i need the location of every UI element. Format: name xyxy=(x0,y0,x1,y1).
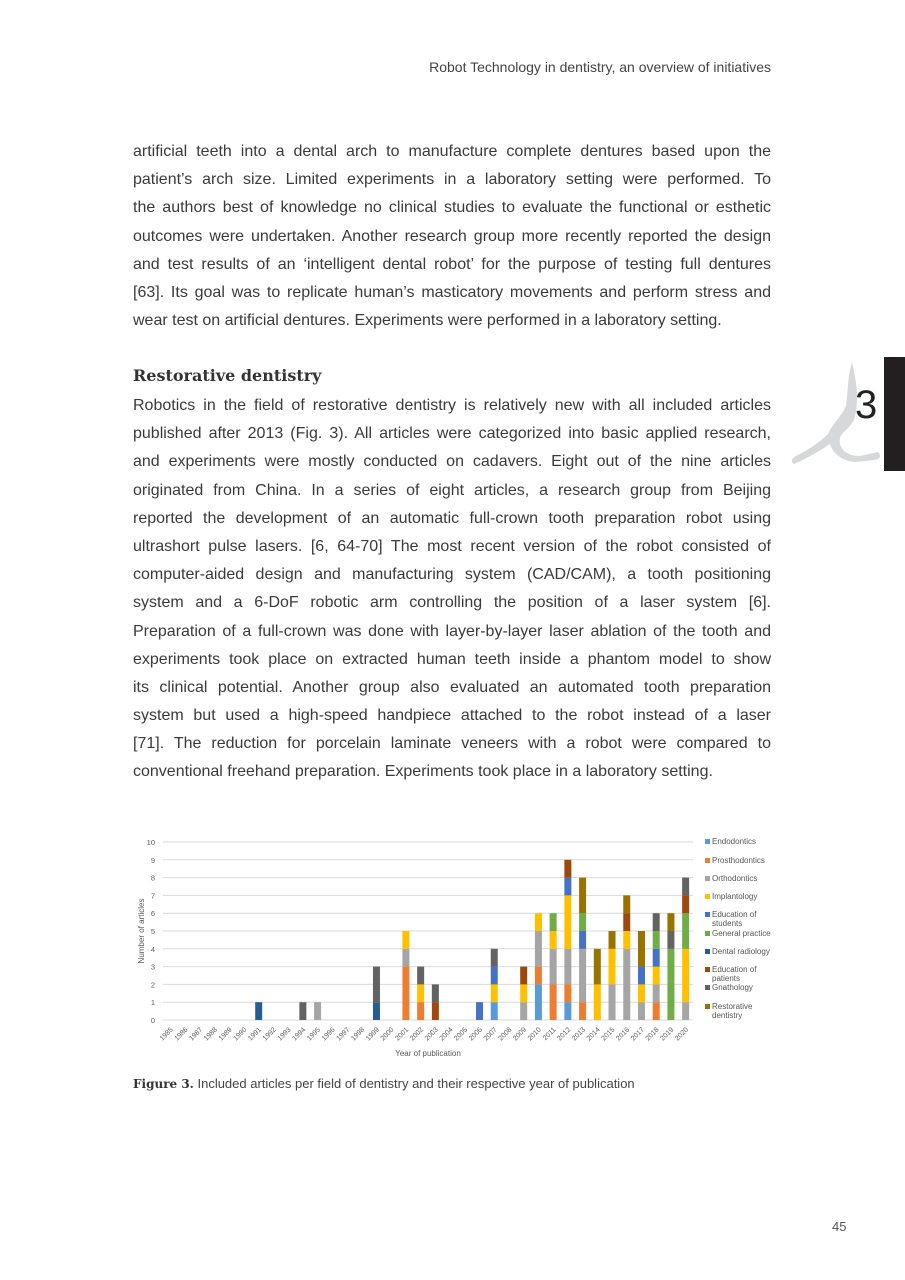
x-tick-label: 2020 xyxy=(674,1026,691,1043)
stacked-bar-chart xyxy=(125,830,705,1065)
x-tick-label: 1993 xyxy=(276,1026,293,1043)
x-tick-label: 1992 xyxy=(261,1026,278,1043)
text-line: and test results of an ‘intelligent dental robot’ for the purpose of testing full dentures xyxy=(133,255,771,273)
y-tick-label: 3 xyxy=(150,962,155,972)
y-tick-label: 7 xyxy=(150,891,155,901)
bar-segment-implantology xyxy=(402,931,409,949)
bar-segment-education-of-students xyxy=(653,949,660,967)
x-tick-label: 2018 xyxy=(644,1026,661,1043)
x-tick-label: 2013 xyxy=(571,1026,587,1043)
bar-segment-prosthodontics xyxy=(564,984,571,1002)
legend-swatch xyxy=(705,967,710,972)
text-line: patient’s arch size. Limited experiments in a laboratory setting were performed. To xyxy=(133,171,771,189)
x-tick-label: 1988 xyxy=(202,1026,219,1043)
x-tick-label: 1986 xyxy=(173,1026,190,1043)
bar-segment-implantology xyxy=(638,984,645,1002)
bar-segment-implantology xyxy=(594,984,601,1020)
y-tick-label: 8 xyxy=(150,873,155,883)
page-number: 45 xyxy=(832,1219,847,1234)
x-tick-label: 2008 xyxy=(497,1026,514,1043)
x-tick-label: 1997 xyxy=(335,1026,352,1043)
legend-label: Orthodontics xyxy=(712,874,758,883)
bar-segment-implantology xyxy=(564,895,571,948)
x-tick-label: 1998 xyxy=(350,1026,367,1043)
bar-segment-orthodontics xyxy=(550,949,557,985)
legend-swatch xyxy=(705,876,710,881)
x-tick-label: 2001 xyxy=(394,1026,411,1043)
bar-segment-implantology xyxy=(653,967,660,985)
bar-segment-general-practice xyxy=(579,913,586,931)
text-line: experiments took place on extracted human teeth inside a phantom model to show xyxy=(133,650,771,668)
bar-segment-general-practice xyxy=(667,949,674,1020)
bar-segment-implantology xyxy=(491,984,498,1002)
x-tick-label: 2012 xyxy=(556,1026,573,1043)
x-tick-label: 2005 xyxy=(453,1026,470,1043)
bar-segment-prosthodontics xyxy=(417,1002,424,1020)
bar-segment-education-of-patients xyxy=(564,860,571,878)
x-tick-label: 1996 xyxy=(320,1026,337,1043)
y-tick-label: 6 xyxy=(150,909,155,919)
text-line: ultrashort pulse lasers. [6, 64-70] The most recent version of the robot consisted of xyxy=(133,537,771,555)
legend-label: Gnathology xyxy=(712,983,753,992)
x-tick-label: 1987 xyxy=(188,1026,205,1043)
bar-segment-gnathology xyxy=(667,931,674,949)
bar-segment-gnathology xyxy=(432,984,439,1002)
bar-segment-education-of-patients xyxy=(520,967,527,985)
legend-swatch xyxy=(705,912,710,917)
bar-segment-implantology xyxy=(550,931,557,949)
bar-segment-gnathology xyxy=(299,1002,306,1020)
x-tick-label: 1985 xyxy=(158,1026,175,1043)
bar-segment-education-of-students xyxy=(491,967,498,985)
bar-segment-implantology xyxy=(417,984,424,1002)
legend-swatch xyxy=(705,894,710,899)
legend-label: Education of patients xyxy=(712,965,757,983)
bar-segment-education-of-patients xyxy=(623,913,630,931)
paragraph-restorative xyxy=(133,392,771,787)
text-line: outcomes were undertaken. Another research group more recently reported the design xyxy=(133,227,771,245)
legend-label: General practice xyxy=(712,929,771,938)
caption-text: Included articles per field of dentistry and their respective year of publication xyxy=(193,1076,635,1091)
bar-segment-orthodontics xyxy=(535,931,542,967)
bar-segment-implantology xyxy=(623,931,630,949)
bar-segment-restorative-dentistry xyxy=(594,949,601,985)
x-tick-label: 2002 xyxy=(409,1026,426,1043)
text-line: Preparation of a full-crown was done with layer-by-layer laser ablation of the tooth and xyxy=(133,622,771,640)
bar-segment-endodontics xyxy=(535,984,542,1020)
x-tick-label: 1989 xyxy=(217,1026,234,1043)
bar-segment-prosthodontics xyxy=(402,967,409,1020)
legend-label: Prosthodontics xyxy=(712,856,765,865)
legend-swatch xyxy=(705,931,710,936)
y-tick-label: 5 xyxy=(150,927,155,936)
bar-segment-orthodontics xyxy=(314,1002,321,1020)
chapter-tab xyxy=(884,357,905,471)
bar-segment-orthodontics xyxy=(609,984,616,1020)
bar-segment-implantology xyxy=(520,984,527,1002)
paragraph-dentures xyxy=(133,138,771,335)
text-line: system but used a high-speed handpiece attached to the robot instead of a laser xyxy=(133,707,771,725)
bar-segment-gnathology xyxy=(491,949,498,967)
bar-segment-implantology xyxy=(682,949,689,1002)
bar-segment-orthodontics xyxy=(653,984,660,1002)
bar-segment-restorative-dentistry xyxy=(579,878,586,914)
text-line: wear test on artificial dentures. Experiments were performed in a laboratory setting. xyxy=(133,312,722,330)
x-tick-label: 1994 xyxy=(291,1026,308,1043)
chapter-number: 3 xyxy=(855,383,878,427)
bar-segment-implantology xyxy=(609,949,616,985)
bar-segment-orthodontics xyxy=(520,1002,527,1020)
bar-segment-education-of-students xyxy=(564,878,571,896)
bar-segment-restorative-dentistry xyxy=(638,931,645,967)
bar-segment-gnathology xyxy=(653,913,660,931)
text-line: system and a 6-DoF robotic arm controlling the position of a laser system [6]. xyxy=(133,594,771,612)
text-line: Robotics in the field of restorative dentistry is relatively new with all included articles xyxy=(133,397,771,414)
bar-segment-prosthodontics xyxy=(653,1002,660,1020)
x-tick-label: 1991 xyxy=(247,1026,264,1043)
bar-segment-gnathology xyxy=(417,967,424,985)
legend-label: Dental radiology xyxy=(712,947,770,956)
bar-segment-orthodontics xyxy=(638,1002,645,1020)
x-tick-label: 2006 xyxy=(467,1026,484,1043)
x-tick-label: 1999 xyxy=(364,1026,381,1043)
bar-segment-orthodontics xyxy=(402,949,409,967)
bar-segment-education-of-patients xyxy=(432,1002,439,1020)
x-tick-label: 2003 xyxy=(423,1026,440,1043)
bar-segment-general-practice xyxy=(682,913,689,949)
x-tick-label: 1990 xyxy=(232,1026,249,1043)
legend-label: Restorative dentistry xyxy=(712,1002,753,1020)
legend-swatch xyxy=(705,949,710,954)
bar-segment-prosthodontics xyxy=(550,984,557,1020)
text-line: [71]. The reduction for porcelain laminate veneers with a robot were compared to xyxy=(133,735,771,753)
legend-label: Endodontics xyxy=(712,837,757,846)
bar-segment-dental-radiology xyxy=(373,1002,380,1020)
x-tick-label: 2019 xyxy=(659,1026,676,1043)
text-line: computer-aided design and manufacturing system (CAD/CAM), a tooth positioning xyxy=(133,566,771,584)
bar-segment-dental-radiology xyxy=(255,1002,262,1020)
text-line: and experiments were mostly conducted on cadavers. Eight out of the nine articles xyxy=(133,453,771,471)
legend-swatch xyxy=(705,985,710,990)
bar-segment-orthodontics xyxy=(682,1002,689,1020)
x-tick-label: 1995 xyxy=(306,1026,322,1043)
text-line: artificial teeth into a dental arch to manufacture complete dentures based upon the xyxy=(133,143,771,160)
y-tick-label: 9 xyxy=(150,855,155,865)
bar-segment-general-practice xyxy=(653,931,660,949)
y-tick-label: 2 xyxy=(150,980,155,990)
x-tick-label: 2009 xyxy=(512,1026,529,1043)
bar-segment-restorative-dentistry xyxy=(623,895,630,913)
text-line: [63]. Its goal was to replicate human’s masticatory movements and perform stress and xyxy=(133,283,771,301)
x-tick-label: 2017 xyxy=(629,1026,646,1043)
y-tick-label: 1 xyxy=(150,998,155,1008)
bar-segment-orthodontics xyxy=(579,949,586,1002)
bar-segment-orthodontics xyxy=(623,949,630,1020)
y-tick-label: 0 xyxy=(150,1016,155,1025)
bar-segment-endodontics xyxy=(491,1002,498,1020)
bar-segment-endodontics xyxy=(564,1002,571,1020)
bar-segment-orthodontics xyxy=(564,949,571,985)
y-tick-label: 10 xyxy=(146,838,155,847)
bar-segment-education-of-students xyxy=(579,931,586,949)
x-tick-label: 2010 xyxy=(526,1026,543,1043)
x-tick-label: 2014 xyxy=(585,1026,602,1043)
text-line: its clinical potential. Another group also evaluated an automated tooth preparation xyxy=(133,678,771,696)
y-axis-title: Number of articles xyxy=(137,898,146,964)
bar-segment-implantology xyxy=(535,913,542,931)
y-tick-label: 4 xyxy=(150,944,155,954)
legend-swatch xyxy=(705,839,710,844)
figure-caption xyxy=(133,1076,635,1091)
x-tick-label: 2015 xyxy=(600,1026,617,1043)
x-tick-label: 2004 xyxy=(438,1026,455,1043)
text-line: conventional freehand preparation. Experiments took place in a laboratory setting. xyxy=(133,763,713,781)
bar-segment-restorative-dentistry xyxy=(609,931,616,949)
bar-segment-prosthodontics xyxy=(535,967,542,985)
bar-segment-gnathology xyxy=(373,967,380,1003)
bar-segment-education-of-students xyxy=(476,1002,483,1020)
text-line: originated from China. In a series of eight articles, a research group from Beijing xyxy=(133,481,771,499)
caption-label: Figure 3. xyxy=(133,1077,194,1091)
x-tick-label: 2011 xyxy=(541,1026,558,1043)
text-line: published after 2013 (Fig. 3). All articles were categorized into basic applied research, xyxy=(133,425,771,443)
x-tick-label: 2016 xyxy=(615,1026,632,1043)
legend-label: Implantology xyxy=(712,892,758,901)
x-tick-label: 2007 xyxy=(482,1026,499,1043)
bar-segment-education-of-students xyxy=(638,967,645,985)
text-line: reported the development of an automatic full-crown tooth preparation robot using xyxy=(133,509,771,527)
section-heading: Restorative dentistry xyxy=(133,366,322,385)
running-header: Robot Technology in dentistry, an overview of initiatives xyxy=(429,59,771,75)
bar-segment-prosthodontics xyxy=(579,1002,586,1020)
bar-segment-general-practice xyxy=(550,913,557,931)
legend-swatch xyxy=(705,1004,710,1009)
bar-segment-education-of-patients xyxy=(682,895,689,913)
legend-label: Education of students xyxy=(712,910,757,928)
x-axis-title: Year of publication xyxy=(395,1049,461,1058)
bar-segment-gnathology xyxy=(682,878,689,896)
legend-swatch xyxy=(705,858,710,863)
text-line: the authors best of knowledge no clinical studies to evaluate the functional or esthetic xyxy=(133,199,771,217)
x-tick-label: 2000 xyxy=(379,1026,396,1043)
bar-segment-restorative-dentistry xyxy=(667,913,674,931)
